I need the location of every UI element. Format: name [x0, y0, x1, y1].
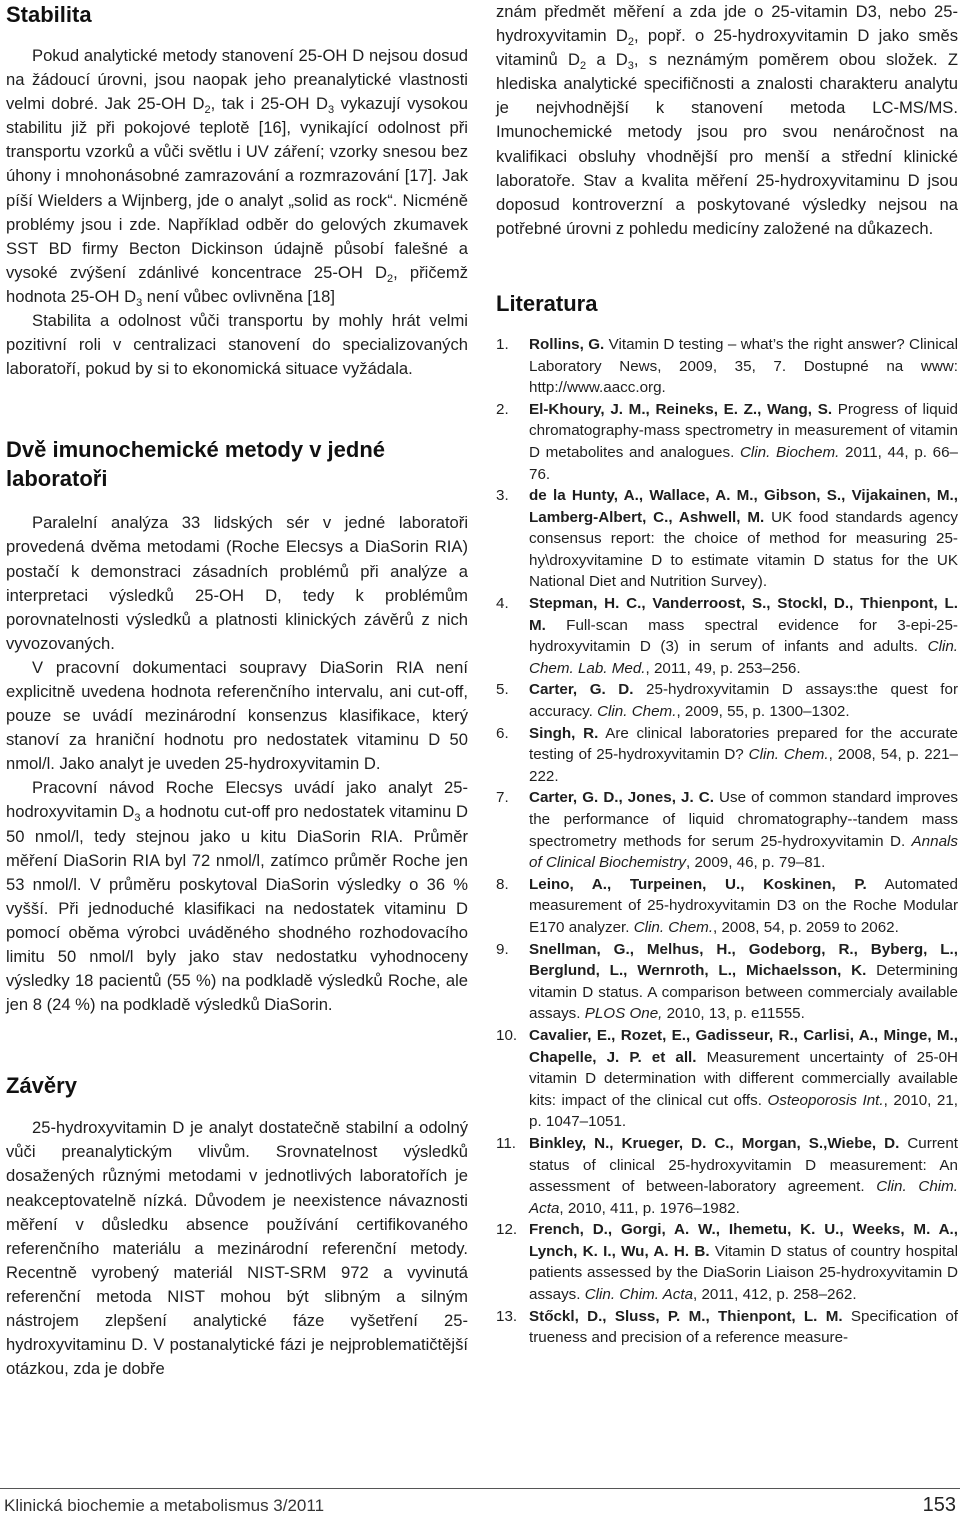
reference-item	[496, 593, 958, 679]
reference-number: 6.	[496, 724, 509, 742]
reference-item	[496, 399, 958, 485]
reference-number: 13.	[496, 1307, 518, 1325]
reference-item	[496, 1133, 958, 1219]
reference-authors: El-Khoury, J. M., Reineks, E. Z., Wang, S.	[529, 400, 833, 418]
footer-journal-name: Klinická biochemie a metabolismus 3/2011	[4, 1496, 325, 1515]
reference-item	[496, 679, 958, 722]
reference-authors: Rollins, G.	[529, 335, 605, 353]
reference-authors: Leino, A., Turpeinen, U., Koskinen, P.	[529, 875, 867, 893]
reference-details: 2011, 44, p. 66–76.	[529, 443, 958, 483]
reference-number: 1.	[496, 335, 509, 353]
section-title-zavery: Závěry	[6, 1073, 77, 1099]
reference-details: , 2008, 54, p. 2059 to 2062.	[713, 918, 899, 936]
imun-paragraph-1: Paralelní analýza 33 lidských sér v jedné laboratoři provedená dvěma metodami (Roche Elecsys a DiaSorin RIA) postačí k demonstraci zásadních problémů při analýze a interpretaci výsledků 25-OH D, tedy k problémům porovnatelnosti výsledků a platnosti klinických závěrů z nich vyvozovaných.	[6, 513, 468, 653]
reference-details: , 2008, 54, p. 221–222.	[529, 746, 958, 785]
reference-authors: Binkley, N., Krueger, D. C., Morgan, S.,Wiebe, D.	[529, 1134, 900, 1152]
footer-divider	[0, 1488, 960, 1489]
reference-text: Measurement uncertainty of 25-0H vitamin D determination with different commercially available kits: impact of the clinical cut offs.	[529, 1048, 958, 1109]
zavery-paragraph: 25-hydroxyvitamin D je analyt dostatečně stabilní a odolný vůči preanalytickým vlivům. Srovnatelnost výsledků dosažených různými metodami v jednotlivých laboratořích je neakceptovatelně nízká. Důvodem je neexistence návaznosti měření v důsledku absence používání certifikovaného referenčního materiálu a mezinárodní referenční metody. Recentně vyrobený materiál NIST-SRM 972 a vyvinutá referenční metoda NIST mohou být slibným a silným nástrojem zlepšení analytické fáze vyšetření 25-hydroxyvitaminu D. V postanalytické fázi je nejproblematičtější otázkou, zda je dobře	[6, 1118, 468, 1379]
reference-item	[496, 939, 958, 1025]
reference-text: UK food standards agency consensus report: the choice of method for measuring 25-hy\droxyvitamine D to estimate vitamin D status for the UK National Diet and Nutrition Survey).	[529, 508, 958, 591]
section-title-imunochemicke: Dvě imunochemické metody v jedné laboratoři	[6, 437, 386, 492]
imun-paragraph-2: V pracovní dokumentaci soupravy DiaSorin RIA není explicitně uvedena hodnota referenčního intervalu, ani cut-off, pouze se uvádí mezinárodní konsenzus klasifikace, který stanoví za hraniční hodnotu pro nedostatek vitaminu D 50 nmol/l. Jako analyt je uveden 25-hydroxyvitamin D.	[6, 657, 468, 774]
reference-text: Vitamin D testing – what’s the right answer? Clinical Laboratory News, 2009, 35, 7. Dostupné na www: http://www.aacc.org.	[529, 335, 958, 397]
reference-item	[496, 723, 958, 788]
reference-item	[496, 1025, 958, 1133]
reference-details: , 2010, 411, p. 1976–1982.	[559, 1199, 740, 1217]
section-title-literatura: Literatura	[496, 290, 598, 316]
reference-authors: Carter, G. D., Jones, J. C.	[529, 789, 714, 807]
stabilita-paragraph-2: Stabilita a odolnost vůči transportu by mohly hrát velmi pozitivní roli v centralizaci stanovení do specializovaných laboratoří, pokud by si to ekonomická situace vyžádala.	[6, 311, 468, 379]
reference-number: 5.	[496, 681, 509, 699]
reference-journal: Clin. Chem. Lab. Med.	[529, 638, 958, 677]
reference-text: Automated measurement of 25-hydroxyvitamin D3 on the Roche Modular E170 analyzer.	[529, 875, 958, 936]
reference-text: Determining vitamin D status. A comparison between commercialy available assays.	[529, 962, 958, 1023]
reference-journal: Clin. Chim. Acta	[529, 1178, 959, 1217]
reference-number: 11.	[496, 1134, 516, 1152]
reference-journal: Osteoporosis Int.	[767, 1091, 884, 1109]
reference-number: 2.	[496, 400, 509, 418]
reference-number: 4.	[496, 595, 509, 613]
reference-item	[496, 874, 958, 939]
right-column	[496, 0, 958, 1349]
reference-number: 10.	[496, 1026, 518, 1044]
reference-text: Current status of clinical 25-hydroxyvitamin D measurement: An assessment of between-laboratory agreement.	[529, 1134, 958, 1196]
reference-details: , 2011, 49, p. 253–256.	[645, 659, 801, 677]
reference-item	[496, 1306, 958, 1349]
reference-text: Full-scan mass spectral evidence for 3-epi-25-hydroxyvitamin D (3) in serum of infants and adults.	[529, 616, 958, 656]
page-number: 153	[922, 1494, 956, 1516]
stabilita-paragraph-1: Pokud analytické metody stanovení 25-OH D nejsou dosud na žádoucí úrovni, jsou naopak jeho preanalytické vlastnosti velmi dobré. Jak 25-OH $D_2$, tak i 25-OH $D_3$ vykazují vysokou stabilitu již při pokojové teplotě [16], vynikající odolnost při transportu vzorků a vůči světlu i UV záření; vzorky snesou bez úhony i mnohonásobné zamrazování a rozmrazování [17]. Jak píší Wielders a Wijnberg, jde o analyt „solid as rock“. Nicméně problémy jsou i zde. Například odběr do gelových zkumavek SST BD firmy Becton Dickinson údajně působí falešné a vysoké zvýšení zdánlivé koncentrace 25-OH $D_2$, přičemž hodnota 25-OH $D_3$ není vůbec ovlivněna [18]	[6, 46, 468, 309]
reference-text: 25-hydroxyvitamin D assays:the quest for accuracy.	[529, 681, 959, 721]
reference-item	[496, 334, 958, 399]
reference-journal: Clin. Chem.	[748, 746, 829, 764]
reference-text: Use of common standard improves the performance of liquid chromatography--tandem mass spectrometry methods for serum 25-hydroxyvitamin D.	[529, 789, 958, 850]
reference-number: 7.	[496, 789, 509, 807]
reference-number: 8.	[496, 875, 509, 893]
reference-journal: Clin. Chem.	[633, 918, 714, 936]
left-column	[6, 0, 468, 1381]
reference-number: 12.	[496, 1221, 518, 1239]
reference-details: , 2009, 55, p. 1300–1302.	[676, 703, 850, 721]
reference-authors: French, D., Gorgi, A. W., Ihemetu, K. U., Weeks, M. A., Lynch, K. I., Wu, A. H. B.	[529, 1221, 958, 1260]
reference-journal: Clin. Chim. Acta	[584, 1286, 694, 1304]
reference-text: Specification of trueness and precision of a reference measure-	[529, 1307, 958, 1347]
reference-details: , 2009, 46, p. 79–81.	[686, 854, 826, 872]
reference-authors: Snellman, G., Melhus, H., Godeborg, R., Byberg, L., Berglund, L., Wernroth, L., Michaelsson, K.	[529, 940, 958, 980]
reference-journal: Annals of Clinical Biochemistry	[529, 832, 958, 872]
reference-authors: Stepman, H. C., Vanderroost, S., Stockl, D., Thienpont, L. M.	[529, 595, 958, 634]
reference-details: , 2011, 412, p. 258–262.	[693, 1286, 857, 1304]
reference-journal: PLOS One,	[584, 1005, 663, 1023]
reference-details: 2010, 13, p. e11555.	[662, 1005, 805, 1023]
reference-text: Progress of liquid chromatography-mass spectrometry in measurement of vitamin D metabolites and analogues.	[529, 400, 959, 461]
reference-number: 3.	[496, 487, 509, 505]
reference-list	[496, 334, 958, 1349]
reference-journal: Clin. Chem.	[597, 703, 677, 721]
reference-authors: Cavalier, E., Rozet, E., Gadisseur, R., Carlisi, A., Minge, M., Chapelle, J. P. et all.	[529, 1026, 958, 1066]
continued-paragraph: znám předmět měření a zda jde o 25-vitamin D3, nebo 25-hydroxyvitamin $D_2$, popř. o 25-hydroxyvitamin D jako směs vitaminů $D_2$ a $D_3$, s neznámým poměrem obou složek. Z hlediska analytické specifičnosti a znalosti charakteru analytu je nejvhodnější k stanovení metoda LC-MS/MS. Imunochemické metody jsou pro svou nenáročnost na kvalifikaci obsluhy vhodnější pro menší a střední klinické laboratoře. Stav a kvalita měření 25-hydroxyvitaminu D jsou doposud kontroverzní a poskytované výsledky nejsou na potřebné úrovni z pohledu medicíny založené na důkazech.	[496, 2, 958, 238]
section-title-stabilita: Stabilita	[6, 2, 92, 27]
reference-authors: Carter, G. D.	[529, 681, 634, 699]
reference-item	[496, 1219, 958, 1305]
reference-text: Are clinical laboratories prepared for the accurate testing of 25-hydroxyvitamin D?	[529, 724, 958, 764]
reference-item	[496, 787, 958, 873]
reference-journal: Clin. Biochem.	[739, 443, 840, 461]
imun-paragraph-3: Pracovní návod Roche Elecsys uvádí jako analyt 25-hodroxyvitamin $D_3$ a hodnotu cut-off pro nedostatek vitaminu D 50 nmol/l, tedy stejnou jako u kitu DiaSorin RIA. Průměr měření DiaSorin RIA byl 72 nmol/l, zatímco průměr Roche jen 53 nmol/l. V průměru poskytoval DiaSorin výsledky o 36 % vyšší. Při jednoduché klasifikaci na nedostatek vitaminu D pomocí oběma výrobci uváděného shodného rozhodovacího limitu 50 nmol/l byly jako stav nedostatku vyhodnoceny výsledky 18 pacientů (55 %) na podkladě výsledků Roche, ale jen 8 (24 %) na podkladě výsledků DiaSorin.	[6, 778, 468, 1015]
reference-item	[496, 485, 958, 593]
reference-number: 9.	[496, 940, 509, 958]
reference-authors: Stőckl, D., Sluss, P. M., Thienpont, L. M.	[529, 1307, 843, 1325]
reference-authors: de la Hunty, A., Wallace, A. M., Gibson, S., Vijakainen, M., Lamberg-Albert, C., Ashwell, M.	[529, 487, 958, 526]
reference-details: , 2010, 21, p. 1047–1051.	[529, 1091, 959, 1131]
reference-text: Vitamin D status of country hospital patients assessed by the DiaSorin Liaison 25-hydroxyvitamin D assays.	[529, 1242, 958, 1304]
reference-authors: Singh, R.	[529, 724, 599, 742]
